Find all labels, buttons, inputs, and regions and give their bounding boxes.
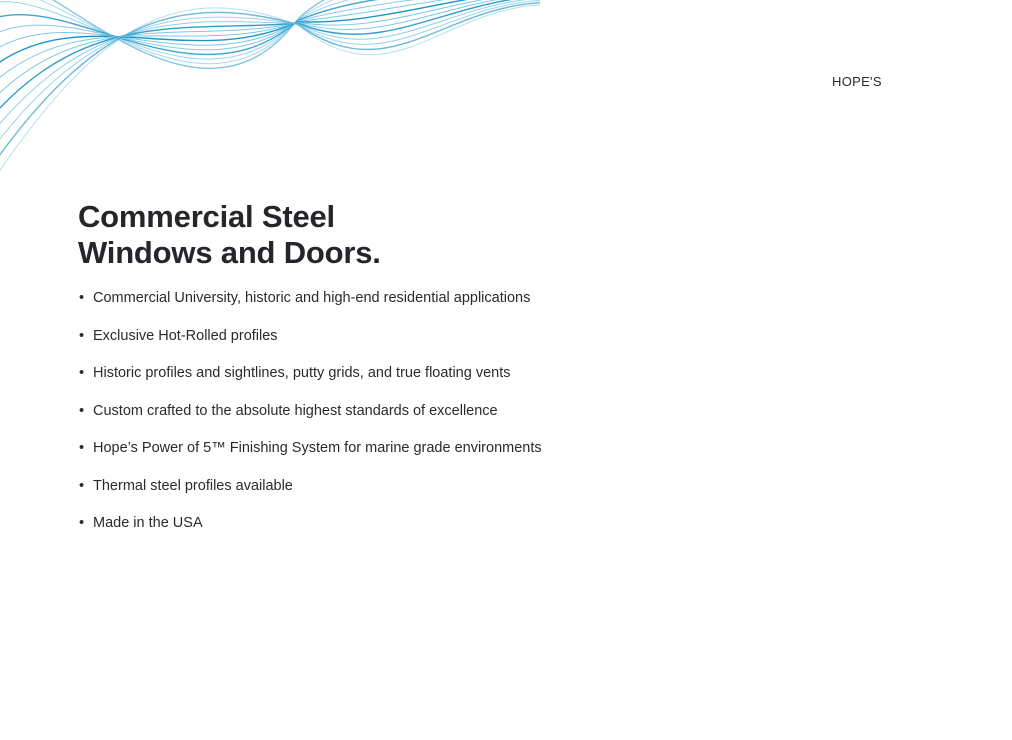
wave-line: [0, 0, 540, 86]
feature-text: Custom crafted to the absolute highest standards of excellence: [93, 402, 498, 419]
bullet-icon: •: [79, 440, 85, 456]
feature-item: [78, 476, 542, 514]
brand-logo-text: HOPE'S: [832, 74, 882, 89]
bullet-icon: •: [79, 477, 85, 494]
bullet-icon: •: [79, 365, 85, 381]
bullet-icon: •: [79, 515, 85, 531]
bullet-icon: •: [79, 402, 85, 419]
feature-text: Exclusive Hot-Rolled profiles: [93, 327, 278, 344]
feature-text: Hope’s Power of 5™ Finishing System for marine grade environments: [93, 440, 542, 456]
page-title-line-2: Windows and Doors.: [78, 235, 381, 270]
feature-item: [78, 288, 542, 326]
feature-text: Historic profiles and sightlines, putty grids, and true floating vents: [93, 365, 511, 381]
feature-item: [78, 513, 542, 551]
feature-item: [78, 326, 542, 364]
decorative-wave-lines: [0, 0, 540, 190]
feature-item: [78, 363, 542, 401]
feature-text: Made in the USA: [93, 515, 203, 531]
feature-text: Thermal steel profiles available: [93, 477, 293, 494]
feature-text: Commercial University, historic and high-end residential applications: [93, 290, 531, 306]
feature-item: [78, 438, 542, 476]
feature-list: [78, 288, 542, 551]
page-title-line-1: Commercial Steel: [78, 199, 335, 234]
bullet-icon: •: [79, 327, 85, 344]
page-title: [78, 199, 381, 271]
feature-item: [78, 401, 542, 439]
bullet-icon: •: [79, 290, 85, 306]
